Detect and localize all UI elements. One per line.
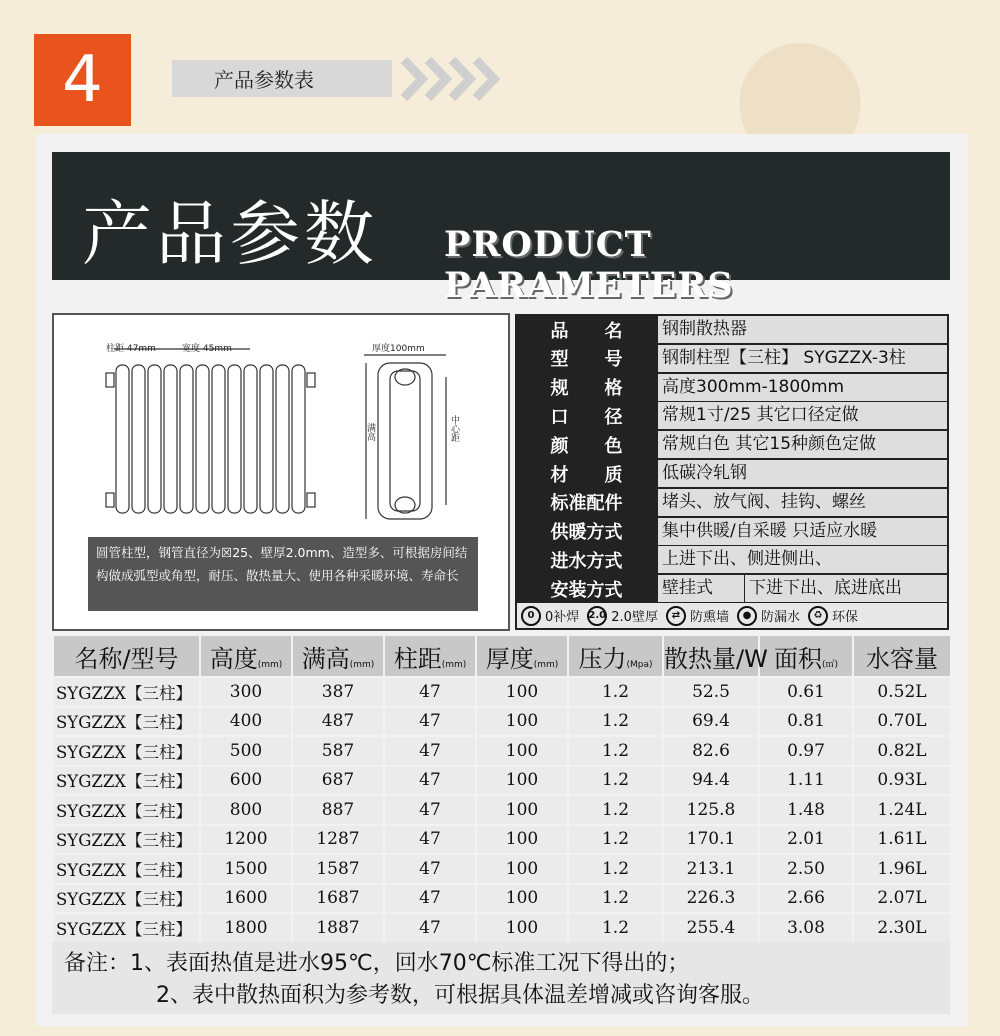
- table-cell: 3.08: [759, 913, 853, 943]
- banner-title-cn: 产品参数: [82, 193, 378, 275]
- table-cell: 2.01: [759, 825, 853, 855]
- spec-key: 安装方式: [550, 579, 623, 601]
- column-header-text: 散热量/W: [664, 644, 768, 673]
- section-title: 产品参数表: [172, 60, 392, 97]
- table-cell: 300: [200, 677, 292, 707]
- table-cell: SYGZZX【三柱】: [53, 884, 200, 914]
- column-header: [200, 635, 292, 677]
- spacing-label: 柱距 47mm: [106, 344, 156, 354]
- table-row: [53, 884, 951, 914]
- table-cell: 100: [476, 795, 568, 825]
- spec-value: 壁挂式: [658, 575, 744, 602]
- table-cell: 47: [384, 854, 476, 884]
- table-cell: 100: [476, 707, 568, 737]
- spec-table: [515, 314, 949, 630]
- table-cell: 400: [200, 707, 292, 737]
- spec-row: [517, 575, 947, 602]
- table-cell: 69.4: [663, 707, 759, 737]
- wall-thickness-icon: 2.0: [587, 606, 607, 626]
- spec-value-secondary: 下进下出、底进底出: [745, 575, 947, 602]
- feature-icons-row: [517, 603, 947, 628]
- table-cell: SYGZZX【三柱】: [53, 707, 200, 737]
- table-cell: 100: [476, 854, 568, 884]
- table-cell: 100: [476, 913, 568, 943]
- table-cell: 0.93L: [853, 766, 951, 796]
- column-header-unit: (mm): [257, 659, 283, 670]
- spec-row: [517, 402, 947, 429]
- feature-label: 防熏墙: [689, 610, 729, 625]
- table-cell: 2.66: [759, 884, 853, 914]
- table-cell: 687: [292, 766, 384, 796]
- spec-key: 进水方式: [550, 550, 623, 572]
- table-cell: 47: [384, 913, 476, 943]
- table-cell: 2.07L: [853, 884, 951, 914]
- table-cell: SYGZZX【三柱】: [53, 736, 200, 766]
- table-row: [53, 913, 951, 943]
- table-cell: SYGZZX【三柱】: [53, 766, 200, 796]
- spec-value: 钢制柱型【三柱】 SYGZZX-3柱: [658, 345, 947, 372]
- radiator-diagram: [52, 313, 510, 631]
- column-header-text: 柱距: [393, 644, 442, 673]
- table-cell: 94.4: [663, 766, 759, 796]
- chevron-arrows-icon: [400, 56, 500, 102]
- table-cell: 500: [200, 736, 292, 766]
- column-header-text: 满高: [301, 644, 350, 673]
- eco-icon: ♻: [808, 606, 828, 626]
- product-description: 圆管柱型，钢管直径为☒25、壁厚2.0mm、造型多、可根据房间结构做成弧型或角型，耐压、散热量大、使用各种采暖环境、寿命长: [88, 537, 478, 611]
- table-header-row: [53, 635, 951, 677]
- table-cell: 213.1: [663, 854, 759, 884]
- table-cell: 1687: [292, 884, 384, 914]
- table-cell: 47: [384, 677, 476, 707]
- table-row: [53, 677, 951, 707]
- spec-key: 标准配件: [550, 493, 623, 515]
- table-cell: 1500: [200, 854, 292, 884]
- table-cell: 100: [476, 677, 568, 707]
- spec-key: 材 质: [550, 464, 623, 486]
- smoke-proof-icon: ⇄: [666, 606, 686, 626]
- table-cell: 1887: [292, 913, 384, 943]
- spec-row: [517, 460, 947, 487]
- table-cell: 47: [384, 707, 476, 737]
- table-cell: 1.24L: [853, 795, 951, 825]
- column-header: [663, 635, 768, 677]
- column-header-text: 压力: [578, 644, 627, 673]
- table-cell: SYGZZX【三柱】: [53, 913, 200, 943]
- feature-label: 防漏水: [760, 610, 800, 625]
- table-cell: 0.82L: [853, 736, 951, 766]
- spec-key: 品 名: [550, 320, 623, 342]
- table-cell: 1.2: [568, 766, 663, 796]
- table-row: [53, 854, 951, 884]
- table-row: [53, 766, 951, 796]
- table-cell: 100: [476, 736, 568, 766]
- table-cell: 0.81: [759, 707, 853, 737]
- table-cell: 387: [292, 677, 384, 707]
- spec-value: 低碳冷轧钢: [658, 460, 947, 487]
- spec-row: [517, 374, 947, 401]
- column-header: [476, 635, 568, 677]
- feature-label: 环保: [832, 610, 859, 625]
- table-cell: 1.48: [759, 795, 853, 825]
- table-cell: 82.6: [663, 736, 759, 766]
- spec-row: [517, 431, 947, 458]
- spec-key: 供暖方式: [550, 522, 623, 544]
- thickness-label: 厚度100mm: [372, 344, 425, 354]
- spec-value: 集中供暖/自采暖 只适应水暖: [658, 518, 947, 545]
- spec-key: 规 格: [550, 378, 623, 400]
- table-cell: 0.61: [759, 677, 853, 707]
- spec-value: 常规白色 其它15种颜色定做: [658, 431, 947, 458]
- column-header: [568, 635, 663, 677]
- table-cell: 47: [384, 884, 476, 914]
- table-cell: 170.1: [663, 825, 759, 855]
- column-header-unit: (mm): [349, 659, 375, 670]
- spec-row: [517, 546, 947, 573]
- width-label: 宽度 45mm: [182, 344, 232, 354]
- column-header: [53, 635, 200, 677]
- table-row: [53, 736, 951, 766]
- table-cell: 100: [476, 766, 568, 796]
- spec-value: 常规1寸/25 其它口径定做: [658, 402, 947, 429]
- table-cell: 0.70L: [853, 707, 951, 737]
- full-height-label: 满高: [365, 423, 375, 441]
- weld-icon: 0: [521, 606, 541, 626]
- table-cell: 1287: [292, 825, 384, 855]
- table-cell: 47: [384, 736, 476, 766]
- table-cell: 2.50: [759, 854, 853, 884]
- column-header-unit: (mm): [441, 659, 467, 670]
- table-cell: 47: [384, 825, 476, 855]
- column-header-text: 厚度: [485, 644, 534, 673]
- table-cell: 125.8: [663, 795, 759, 825]
- note-line-2: 2、表中散热面积为参考数，可根据具体温差增减或咨询客服。: [156, 983, 764, 1008]
- table-cell: SYGZZX【三柱】: [53, 825, 200, 855]
- table-cell: SYGZZX【三柱】: [53, 854, 200, 884]
- spec-row: [517, 518, 947, 545]
- column-header: [759, 635, 853, 677]
- table-cell: 255.4: [663, 913, 759, 943]
- table-cell: 887: [292, 795, 384, 825]
- table-row: [53, 795, 951, 825]
- table-cell: 1.2: [568, 854, 663, 884]
- table-cell: 1.2: [568, 913, 663, 943]
- table-cell: 52.5: [663, 677, 759, 707]
- table-cell: 1800: [200, 913, 292, 943]
- table-row: [53, 825, 951, 855]
- column-header-text: 面积: [773, 644, 822, 673]
- table-cell: 0.97: [759, 736, 853, 766]
- spec-row: [517, 345, 947, 372]
- table-cell: 600: [200, 766, 292, 796]
- table-cell: 1.96L: [853, 854, 951, 884]
- spec-value: 钢制散热器: [658, 316, 947, 343]
- table-cell: 1.2: [568, 825, 663, 855]
- center-distance-label: 中心距: [449, 415, 459, 442]
- spec-row: [517, 316, 947, 343]
- column-header-unit: (㎡): [821, 659, 839, 670]
- table-cell: SYGZZX【三柱】: [53, 795, 200, 825]
- section-number: 4: [34, 34, 131, 126]
- banner-title-en: PRODUCT PARAMETERS: [444, 224, 734, 306]
- table-cell: 487: [292, 707, 384, 737]
- column-header: [292, 635, 384, 677]
- table-cell: 587: [292, 736, 384, 766]
- table-cell: 2.30L: [853, 913, 951, 943]
- table-cell: 1.2: [568, 677, 663, 707]
- spec-value: 上进下出、侧进侧出、: [658, 546, 947, 573]
- table-cell: 47: [384, 795, 476, 825]
- table-cell: 0.52L: [853, 677, 951, 707]
- leak-proof-icon: ●: [737, 606, 757, 626]
- column-header-text: 高度: [209, 644, 258, 673]
- feature-label: 2.0壁厚: [611, 610, 658, 625]
- spec-value: 堵头、放气阀、挂钩、螺丝: [658, 489, 947, 516]
- parameters-table: [52, 634, 952, 944]
- spec-key: 型 号: [550, 349, 623, 371]
- spec-row: [517, 489, 947, 516]
- column-header-unit: (Mpa): [626, 659, 653, 670]
- notes-box: [52, 942, 950, 1014]
- table-cell: 1.2: [568, 707, 663, 737]
- table-cell: 100: [476, 825, 568, 855]
- column-header: [384, 635, 476, 677]
- table-cell: 1600: [200, 884, 292, 914]
- column-header-text: 名称/型号: [74, 644, 179, 673]
- parameters-banner: [52, 152, 950, 306]
- table-cell: SYGZZX【三柱】: [53, 677, 200, 707]
- table-cell: 1.2: [568, 884, 663, 914]
- table-cell: 800: [200, 795, 292, 825]
- feature-label: 0补焊: [545, 610, 580, 625]
- table-row: [53, 707, 951, 737]
- table-cell: 47: [384, 766, 476, 796]
- spec-value: 高度300mm-1800mm: [658, 374, 947, 401]
- table-cell: 1.61L: [853, 825, 951, 855]
- table-cell: 1.11: [759, 766, 853, 796]
- table-cell: 100: [476, 884, 568, 914]
- spec-key: 颜 色: [550, 435, 623, 457]
- table-cell: 1200: [200, 825, 292, 855]
- table-cell: 226.3: [663, 884, 759, 914]
- table-cell: 1.2: [568, 736, 663, 766]
- column-header-unit: (mm): [533, 659, 559, 670]
- note-line-1: 备注：1、表面热值是进水95℃，回水70℃标准工况下得出的；: [64, 951, 690, 976]
- spec-key: 口 径: [550, 406, 623, 428]
- table-cell: 1.2: [568, 795, 663, 825]
- column-header-text: 水容量: [866, 644, 938, 673]
- column-header: [853, 635, 951, 677]
- table-cell: 1587: [292, 854, 384, 884]
